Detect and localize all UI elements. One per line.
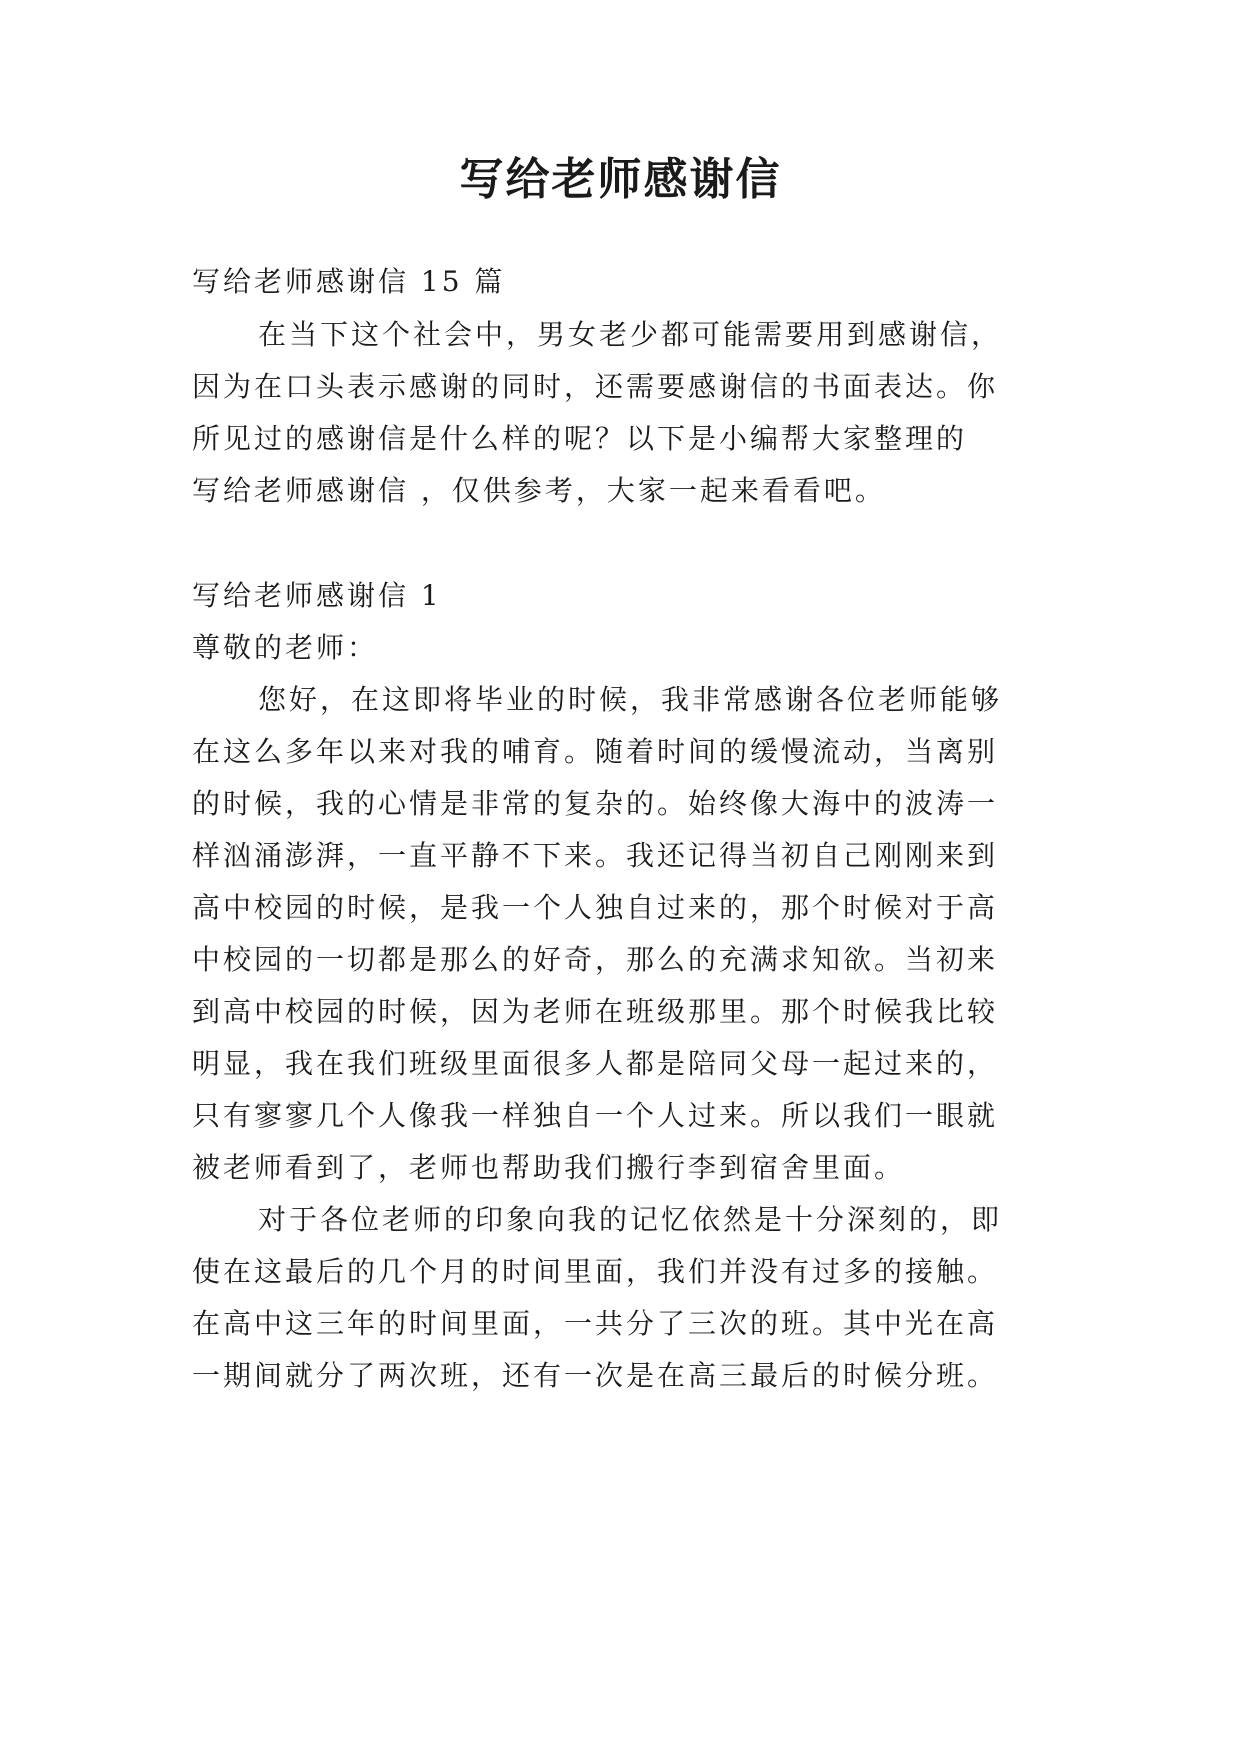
paragraph-line: 在高中这三年的时间里面，一共分了三次的班。其中光在高 [192, 1307, 999, 1340]
paragraph-line: 一期间就分了两次班，还有一次是在高三最后的时候分班。 [192, 1359, 999, 1392]
paragraph-line: 使在这最后的几个月的时间里面，我们并没有过多的接触。 [192, 1255, 999, 1288]
paragraph-line: 您好，在这即将毕业的时候，我非常感谢各位老师能够 [258, 683, 1003, 716]
intro-line: 因为在口头表示感谢的同时，还需要感谢信的书面表达。你 [192, 370, 999, 403]
document-subtitle: 写给老师感谢信 15 篇 [192, 265, 506, 298]
intro-line: 所见过的感谢信是什么样的呢？以下是小编帮大家整理的 [192, 422, 968, 455]
intro-line: 在当下这个社会中，男女老少都可能需要用到感谢信， [258, 318, 1003, 351]
paragraph-line: 明显，我在我们班级里面很多人都是陪同父母一起过来的， [192, 1047, 999, 1080]
paragraph-line: 到高中校园的时候，因为老师在班级那里。那个时候我比较 [192, 995, 999, 1028]
salutation: 尊敬的老师： [192, 631, 379, 664]
letter-heading: 写给老师感谢信 1 [192, 579, 442, 612]
paragraph-line: 只有寥寥几个人像我一样独自一个人过来。所以我们一眼就 [192, 1099, 999, 1132]
intro-line: 写给老师感谢信 ，仅供参考，大家一起来看看吧。 [192, 474, 886, 507]
paragraph-line: 高中校园的时候，是我一个人独自过来的，那个时候对于高 [192, 891, 999, 924]
paragraph-line: 在这么多年以来对我的哺育。随着时间的缓慢流动，当离别 [192, 735, 999, 768]
paragraph-line: 样汹涌澎湃，一直平静不下来。我还记得当初自己刚刚来到 [192, 839, 999, 872]
paragraph-line: 被老师看到了，老师也帮助我们搬行李到宿舍里面。 [192, 1151, 906, 1184]
paragraph-line: 的时候，我的心情是非常的复杂的。始终像大海中的波涛一 [192, 787, 999, 820]
paragraph-line: 对于各位老师的印象向我的记忆依然是十分深刻的，即 [258, 1203, 1003, 1236]
document-title: 写给老师感谢信 [459, 154, 782, 205]
paragraph-line: 中校园的一切都是那么的好奇，那么的充满求知欲。当初来 [192, 943, 999, 976]
